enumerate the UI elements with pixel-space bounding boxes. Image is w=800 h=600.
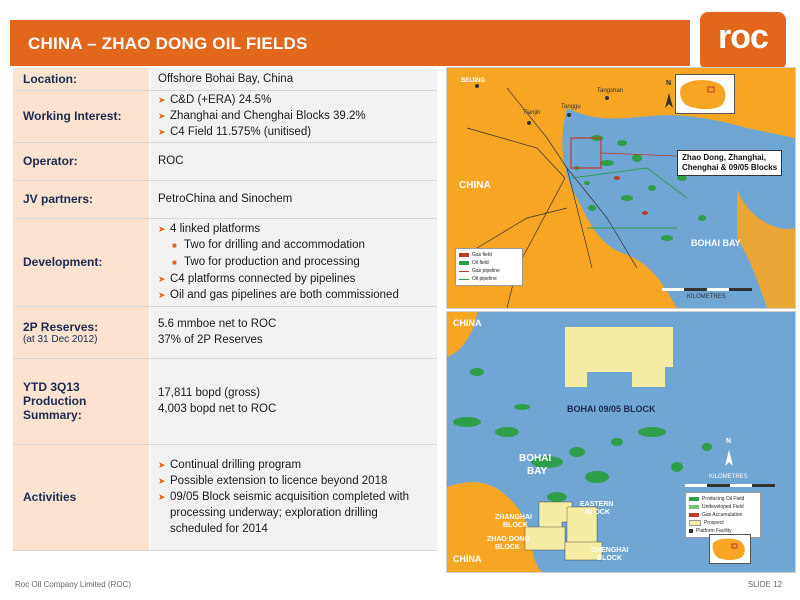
china-bottom-label: CHINA — [453, 554, 482, 564]
production-value: 17,811 bopd (gross) 4,003 bopd net to ROC — [150, 358, 438, 444]
table-row-location — [13, 68, 437, 90]
block-0905-area — [565, 327, 673, 387]
table-row-development — [13, 218, 437, 306]
china-inset-map — [675, 74, 735, 114]
field-shapes — [453, 368, 712, 502]
table-row-operator — [13, 142, 437, 180]
eastern-block-label-2: BLOCK — [585, 509, 610, 516]
bohai-bay-label-1: BOHAI — [519, 453, 552, 464]
china-label: CHINA — [459, 180, 491, 191]
list-item: ➤ C4 platforms connected by pipelines — [158, 273, 356, 285]
zhao-dong-block-label-1: ZHAO DONG — [487, 536, 530, 543]
working-interest-value — [150, 90, 438, 142]
producing-oil-field-swatch — [689, 497, 699, 501]
legend-item: Oil field — [459, 259, 519, 267]
list-item: ➤ Possible extension to licence beyond 2018 — [158, 475, 388, 487]
legend-item: Gas field — [459, 251, 519, 259]
legend-item: Platform Facility — [689, 527, 757, 535]
map-legend — [455, 248, 523, 286]
arrow-bullet-icon: ➤ — [158, 127, 166, 137]
list-item: ➤ 4 linked platforms — [158, 223, 261, 235]
blocks-detail-map — [446, 311, 796, 573]
table-row-working-interest — [13, 90, 437, 142]
title-bar — [10, 20, 690, 66]
legend-item: Gas Accumulation — [689, 511, 757, 519]
scale-bar — [662, 288, 752, 291]
oil-field-swatch — [459, 261, 469, 265]
oil-pipeline-swatch — [459, 279, 469, 280]
location-value: Offshore Bohai Bay, China — [150, 68, 438, 90]
development-label: Development: — [13, 218, 150, 306]
jv-partners-value: PetroChina and Sinochem — [150, 180, 438, 218]
north-arrow-icon — [725, 450, 733, 466]
prospect-swatch — [689, 520, 701, 526]
tanggu-label: Tanggu — [561, 104, 581, 110]
info-table — [13, 68, 437, 551]
table-row-activities — [13, 444, 437, 550]
sub-list-item: ■ Two for production and processing — [158, 254, 437, 271]
block-0905-label: BOHAI 09/05 BLOCK — [567, 404, 656, 414]
reserves-sublabel: (at 31 Dec 2012) — [23, 333, 98, 345]
activities-label: Activities — [13, 444, 150, 550]
legend-item: Gas pipeline — [459, 267, 519, 275]
eastern-block-label-1: EASTERN — [580, 501, 614, 508]
kilometres-label: KILOMETRES — [687, 294, 726, 300]
north-label: N — [666, 80, 672, 87]
arrow-bullet-icon: ➤ — [158, 95, 166, 105]
arrow-bullet-icon: ➤ — [158, 492, 166, 502]
legend-item: Prospect — [689, 519, 757, 527]
arrow-bullet-icon: ➤ — [158, 476, 166, 486]
inset-map-graphic — [710, 535, 750, 563]
legend-item: Producing Oil Field — [689, 495, 757, 503]
table-row-reserves — [13, 306, 437, 358]
sub-list-item: ■ Two for drilling and accommodation — [158, 237, 437, 254]
arrow-bullet-icon: ➤ — [158, 460, 166, 470]
reserves-value: 5.6 mmboe net to ROC 37% of 2P Reserves — [150, 306, 438, 358]
bohai-regional-map — [446, 67, 796, 309]
logo-text: roc — [718, 18, 768, 56]
legend-item: Undeveloped Field — [689, 503, 757, 511]
undeveloped-field-swatch — [689, 505, 699, 509]
scale-bar — [685, 484, 775, 487]
tangshan-label: Tangshan — [597, 88, 624, 94]
tianjin-label: Tianjin — [523, 110, 541, 116]
block-zhao-dong — [525, 527, 565, 550]
china-top-label: CHINA — [453, 318, 482, 328]
china-inset-map — [709, 534, 751, 564]
arrow-bullet-icon: ➤ — [158, 111, 166, 121]
gas-pipeline-swatch — [459, 271, 469, 272]
table-row-jv-partners — [13, 180, 437, 218]
platform-facility-swatch — [689, 529, 693, 533]
arrow-bullet-icon: ➤ — [158, 224, 166, 234]
north-label: N — [726, 438, 732, 445]
gas-field-swatch — [459, 253, 469, 257]
roc-logo — [700, 12, 786, 70]
zhanghai-block-label-2: BLOCK — [503, 522, 528, 529]
list-item-continuation: processing underway; exploration drilling — [170, 507, 378, 519]
table-row-production — [13, 358, 437, 444]
map-legend — [685, 492, 761, 538]
list-item: ➤ 09/05 Block seismic acquisition completed with — [158, 491, 410, 503]
chenghai-block-label-2: BLOCK — [597, 555, 622, 562]
list-item: ➤ Oil and gas pipelines are both commissioned — [158, 289, 399, 301]
development-value — [150, 218, 438, 306]
list-item: ➤ Continual drilling program — [158, 459, 302, 471]
jv-partners-label: JV partners: — [13, 180, 150, 218]
blocks-callout: Zhao Dong, Zhanghai, Chenghai & 09/05 Blocks — [677, 150, 782, 176]
operator-label: Operator: — [13, 142, 150, 180]
footer-company: Roc Oil Company Limited (ROC) — [15, 580, 132, 589]
production-label: YTD 3Q13 Production Summary: — [13, 358, 150, 444]
page-title: CHINA – ZHAO DONG OIL FIELDS — [28, 34, 308, 53]
zhao-dong-block-label-2: BLOCK — [495, 544, 520, 551]
chenghai-block-label-1: CHENGHAI — [591, 547, 629, 554]
inset-map-graphic — [676, 75, 734, 113]
bohai-bay-label-2: BAY — [527, 466, 548, 477]
zhanghai-block-label-1: ZHANGHAI — [495, 514, 532, 521]
list-item: ➤ C&D (+ERA) 24.5% — [158, 94, 272, 106]
list-item: ➤ C4 Field 11.575% (unitised) — [158, 126, 312, 138]
gas-accumulation-swatch — [689, 513, 699, 517]
beijing-label: BEIJING — [461, 78, 486, 84]
slide-number: SLIDE 12 — [747, 580, 782, 589]
working-interest-label: Working Interest: — [13, 90, 150, 142]
arrow-bullet-icon: ➤ — [158, 290, 166, 300]
operator-value: ROC — [150, 142, 438, 180]
square-bullet-icon: ■ — [172, 241, 177, 250]
bohai-bay-label: BOHAI BAY — [691, 238, 741, 248]
list-item-continuation: scheduled for 2014 — [170, 523, 268, 535]
activities-value — [150, 444, 438, 550]
reserves-label: 2P Reserves: (at 31 Dec 2012) — [13, 306, 150, 358]
north-arrow-icon — [665, 93, 673, 108]
legend-item: Oil pipeline — [459, 275, 519, 283]
kilometres-label: KILOMETRES — [709, 474, 748, 480]
square-bullet-icon: ■ — [172, 258, 177, 267]
location-label: Location: — [13, 68, 150, 90]
list-item: ➤ Zhanghai and Chenghai Blocks 39.2% — [158, 110, 366, 122]
arrow-bullet-icon: ➤ — [158, 274, 166, 284]
